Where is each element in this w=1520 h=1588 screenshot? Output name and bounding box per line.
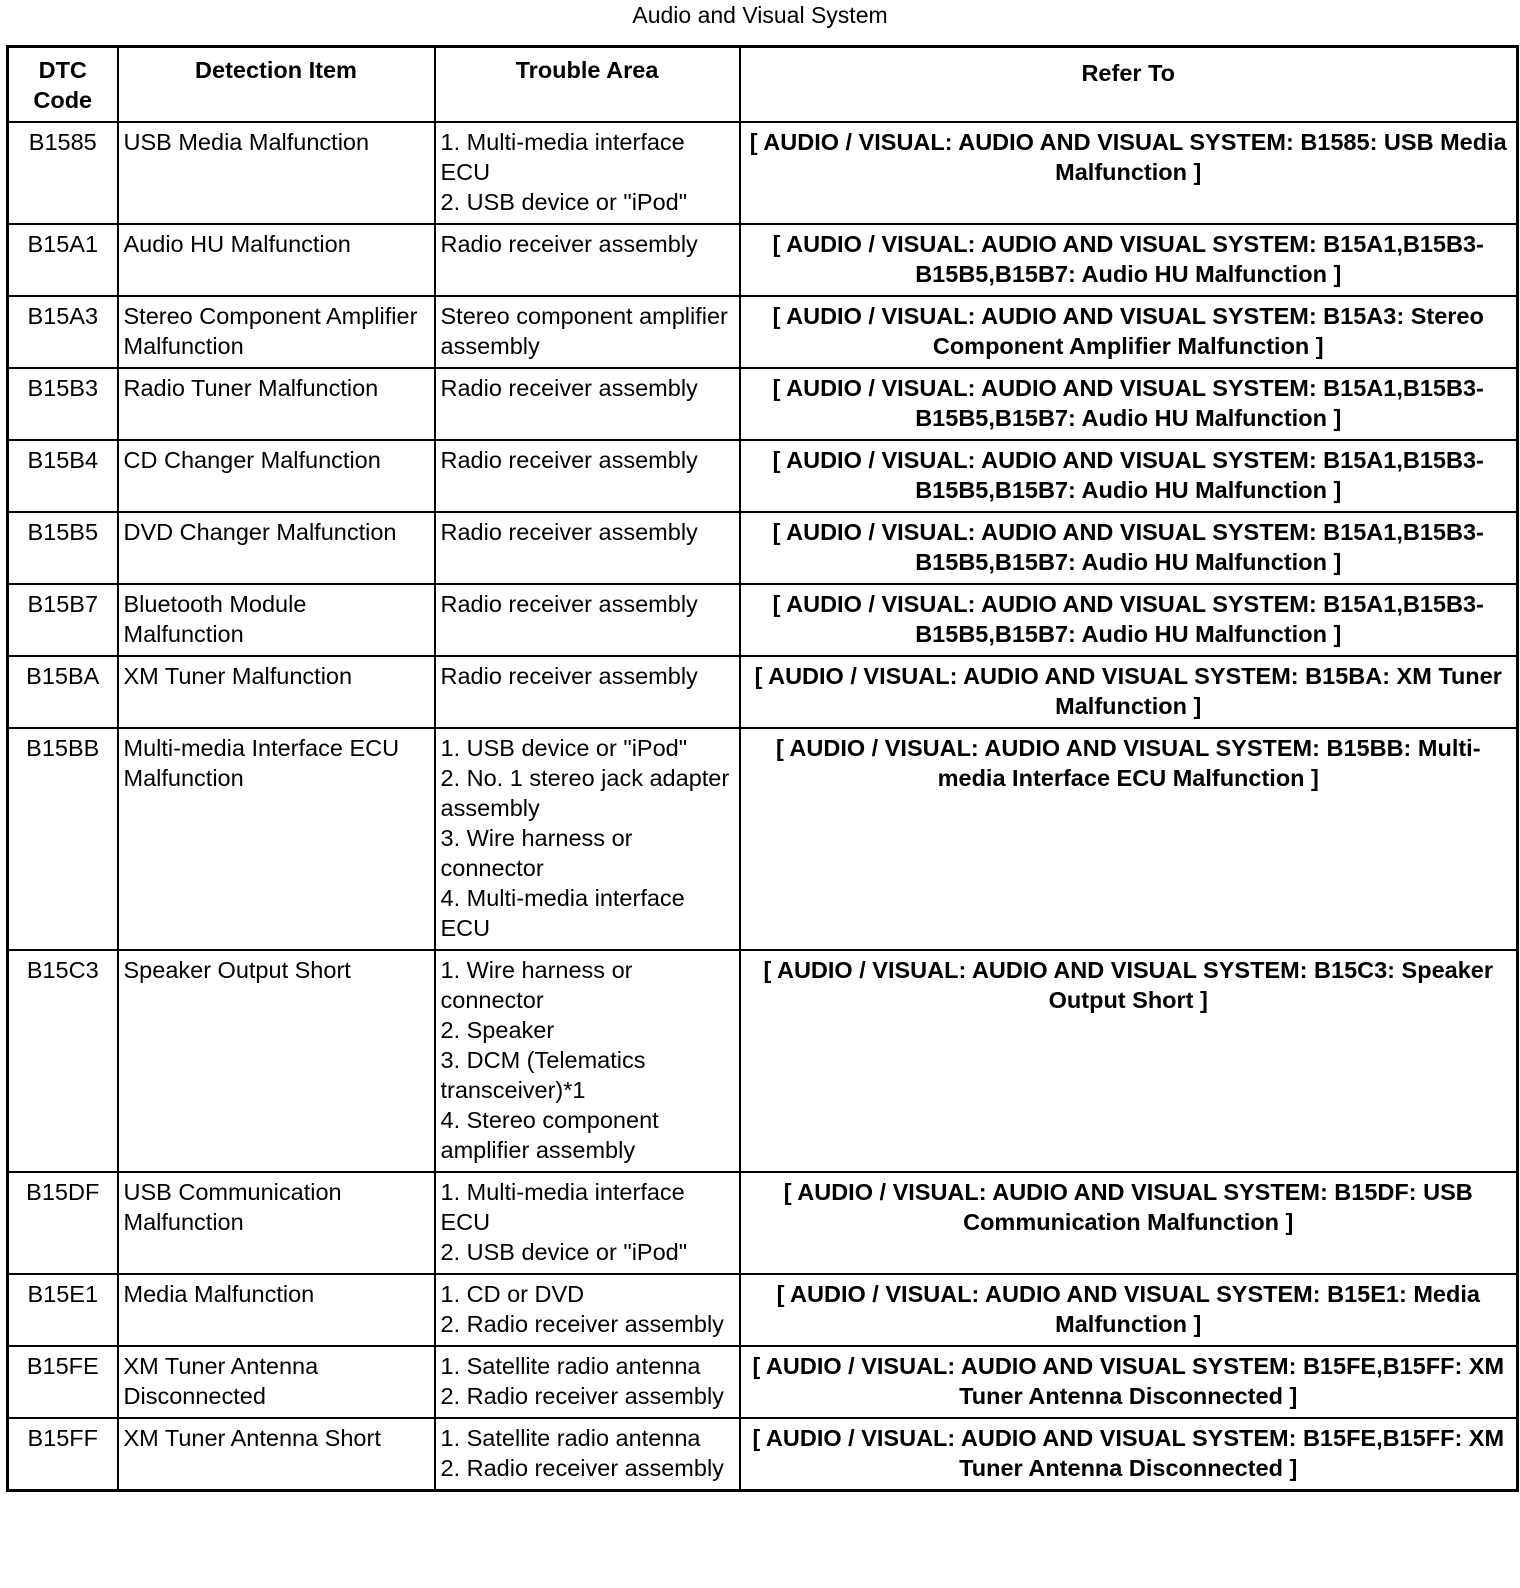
table-row — [8, 368, 1518, 440]
refer-to-link[interactable]: [ AUDIO / VISUAL: AUDIO AND VISUAL SYSTEM: B15BA: XM Tuner Malfunction ] — [740, 656, 1518, 728]
trouble-area-item: 1. Wire harness or connector — [440, 957, 633, 1013]
table-row — [8, 584, 1518, 656]
trouble-area-cell — [435, 512, 740, 584]
refer-to-link[interactable]: [ AUDIO / VISUAL: AUDIO AND VISUAL SYSTEM: B15C3: Speaker Output Short ] — [740, 950, 1518, 1172]
trouble-area-item: Radio receiver assembly — [440, 375, 698, 401]
trouble-area-cell — [435, 224, 740, 296]
trouble-area-cell — [435, 950, 740, 1172]
trouble-area-item: 2. USB device or "iPod" — [440, 189, 688, 215]
header-dtc-code: DTC Code — [8, 47, 118, 123]
trouble-area-item: 2. Radio receiver assembly — [440, 1383, 724, 1409]
trouble-area-item: 2. Speaker — [440, 1017, 555, 1043]
refer-to-link[interactable]: [ AUDIO / VISUAL: AUDIO AND VISUAL SYSTEM: B1585: USB Media Malfunction ] — [740, 122, 1518, 224]
trouble-area-item: Radio receiver assembly — [440, 519, 698, 545]
trouble-area-cell — [435, 440, 740, 512]
trouble-area-cell — [435, 296, 740, 368]
table-row — [8, 296, 1518, 368]
trouble-area-item: 2. USB device or "iPod" — [440, 1239, 688, 1265]
detection-item-cell: USB Communication Malfunction — [118, 1172, 435, 1274]
trouble-area-item: Radio receiver assembly — [440, 447, 698, 473]
detection-item-cell: Speaker Output Short — [118, 950, 435, 1172]
trouble-area-cell — [435, 584, 740, 656]
detection-item-cell: DVD Changer Malfunction — [118, 512, 435, 584]
header-trouble-area: Trouble Area — [435, 47, 740, 123]
trouble-area-item: 2. Radio receiver assembly — [440, 1311, 724, 1337]
table-row — [8, 1346, 1518, 1418]
trouble-area-item: 1. Multi-media interface ECU — [440, 129, 685, 185]
trouble-area-item: 1. CD or DVD — [440, 1281, 585, 1307]
trouble-area-item: 2. Radio receiver assembly — [440, 1455, 724, 1481]
table-row — [8, 512, 1518, 584]
trouble-area-cell — [435, 1346, 740, 1418]
header-detection-item: Detection Item — [118, 47, 435, 123]
trouble-area-cell — [435, 656, 740, 728]
detection-item-cell: Multi-media Interface ECU Malfunction — [118, 728, 435, 950]
detection-item-cell: XM Tuner Antenna Short — [118, 1418, 435, 1491]
table-row — [8, 122, 1518, 224]
trouble-area-cell — [435, 368, 740, 440]
trouble-area-cell — [435, 122, 740, 224]
refer-to-link[interactable]: [ AUDIO / VISUAL: AUDIO AND VISUAL SYSTEM: B15FE,B15FF: XM Tuner Antenna Disconnected ] — [740, 1418, 1518, 1491]
dtc-table — [6, 45, 1519, 1492]
refer-to-link[interactable]: [ AUDIO / VISUAL: AUDIO AND VISUAL SYSTEM: B15E1: Media Malfunction ] — [740, 1274, 1518, 1346]
dtc-code-cell: B15FF — [8, 1418, 118, 1491]
trouble-area-item: Radio receiver assembly — [440, 231, 698, 257]
table-row — [8, 656, 1518, 728]
table-header — [8, 47, 1518, 123]
trouble-area-item: 4. Stereo component amplifier assembly — [440, 1107, 659, 1163]
table-row — [8, 728, 1518, 950]
trouble-area-item: 2. No. 1 stereo jack adapter assembly — [440, 765, 730, 821]
trouble-area-item: 1. USB device or "iPod" — [440, 735, 688, 761]
table-body — [8, 122, 1518, 1491]
header-row — [8, 47, 1518, 123]
table-row — [8, 1274, 1518, 1346]
trouble-area-item: 3. Wire harness or connector — [440, 825, 633, 881]
dtc-code-cell: B15B7 — [8, 584, 118, 656]
trouble-area-item: 1. Satellite radio antenna — [440, 1353, 701, 1379]
trouble-area-cell — [435, 1172, 740, 1274]
dtc-code-cell: B15DF — [8, 1172, 118, 1274]
trouble-area-item: 1. Multi-media interface ECU — [440, 1179, 685, 1235]
trouble-area-item: Radio receiver assembly — [440, 591, 698, 617]
detection-item-cell: Audio HU Malfunction — [118, 224, 435, 296]
detection-item-cell: XM Tuner Malfunction — [118, 656, 435, 728]
detection-item-cell: Media Malfunction — [118, 1274, 435, 1346]
dtc-code-cell: B15BB — [8, 728, 118, 950]
detection-item-cell: Bluetooth Module Malfunction — [118, 584, 435, 656]
dtc-code-cell: B1585 — [8, 122, 118, 224]
table-row — [8, 224, 1518, 296]
dtc-code-cell: B15E1 — [8, 1274, 118, 1346]
table-row — [8, 950, 1518, 1172]
table-row — [8, 1418, 1518, 1491]
trouble-area-cell — [435, 1274, 740, 1346]
dtc-code-cell: B15B5 — [8, 512, 118, 584]
trouble-area-item: 1. Satellite radio antenna — [440, 1425, 701, 1451]
trouble-area-item: 4. Multi-media interface ECU — [440, 885, 685, 941]
trouble-area-cell — [435, 728, 740, 950]
refer-to-link[interactable]: [ AUDIO / VISUAL: AUDIO AND VISUAL SYSTEM: B15FE,B15FF: XM Tuner Antenna Disconnected ] — [740, 1346, 1518, 1418]
header-refer-to: Refer To — [740, 47, 1518, 123]
trouble-area-item: Stereo component amplifier assembly — [440, 303, 728, 359]
page-title: Audio and Visual System — [632, 2, 888, 28]
trouble-area-cell — [435, 1418, 740, 1491]
refer-to-link[interactable]: [ AUDIO / VISUAL: AUDIO AND VISUAL SYSTEM: B15A3: Stereo Component Amplifier Malfunction ] — [740, 296, 1518, 368]
refer-to-link[interactable]: [ AUDIO / VISUAL: AUDIO AND VISUAL SYSTEM: B15A1,B15B3-B15B5,B15B7: Audio HU Malfunction ] — [740, 224, 1518, 296]
refer-to-link[interactable]: [ AUDIO / VISUAL: AUDIO AND VISUAL SYSTEM: B15A1,B15B3-B15B5,B15B7: Audio HU Malfunction ] — [740, 440, 1518, 512]
dtc-code-cell: B15B3 — [8, 368, 118, 440]
refer-to-link[interactable]: [ AUDIO / VISUAL: AUDIO AND VISUAL SYSTEM: B15A1,B15B3-B15B5,B15B7: Audio HU Malfunction ] — [740, 584, 1518, 656]
dtc-code-cell: B15FE — [8, 1346, 118, 1418]
dtc-code-cell: B15A3 — [8, 296, 118, 368]
dtc-code-cell: B15B4 — [8, 440, 118, 512]
refer-to-link[interactable]: [ AUDIO / VISUAL: AUDIO AND VISUAL SYSTEM: B15A1,B15B3-B15B5,B15B7: Audio HU Malfunction ] — [740, 512, 1518, 584]
dtc-code-cell: B15BA — [8, 656, 118, 728]
refer-to-link[interactable]: [ AUDIO / VISUAL: AUDIO AND VISUAL SYSTEM: B15BB: Multi-media Interface ECU Malfunction ] — [740, 728, 1518, 950]
trouble-area-item: 3. DCM (Telematics transceiver)*1 — [440, 1047, 646, 1103]
dtc-code-cell: B15C3 — [8, 950, 118, 1172]
detection-item-cell: Stereo Component Amplifier Malfunction — [118, 296, 435, 368]
detection-item-cell: XM Tuner Antenna Disconnected — [118, 1346, 435, 1418]
trouble-area-item: Radio receiver assembly — [440, 663, 698, 689]
detection-item-cell: USB Media Malfunction — [118, 122, 435, 224]
table-row — [8, 1172, 1518, 1274]
detection-item-cell: CD Changer Malfunction — [118, 440, 435, 512]
refer-to-link[interactable]: [ AUDIO / VISUAL: AUDIO AND VISUAL SYSTEM: B15A1,B15B3-B15B5,B15B7: Audio HU Malfunction ] — [740, 368, 1518, 440]
refer-to-link[interactable]: [ AUDIO / VISUAL: AUDIO AND VISUAL SYSTEM: B15DF: USB Communication Malfunction ] — [740, 1172, 1518, 1274]
table-row — [8, 440, 1518, 512]
dtc-code-cell: B15A1 — [8, 224, 118, 296]
detection-item-cell: Radio Tuner Malfunction — [118, 368, 435, 440]
